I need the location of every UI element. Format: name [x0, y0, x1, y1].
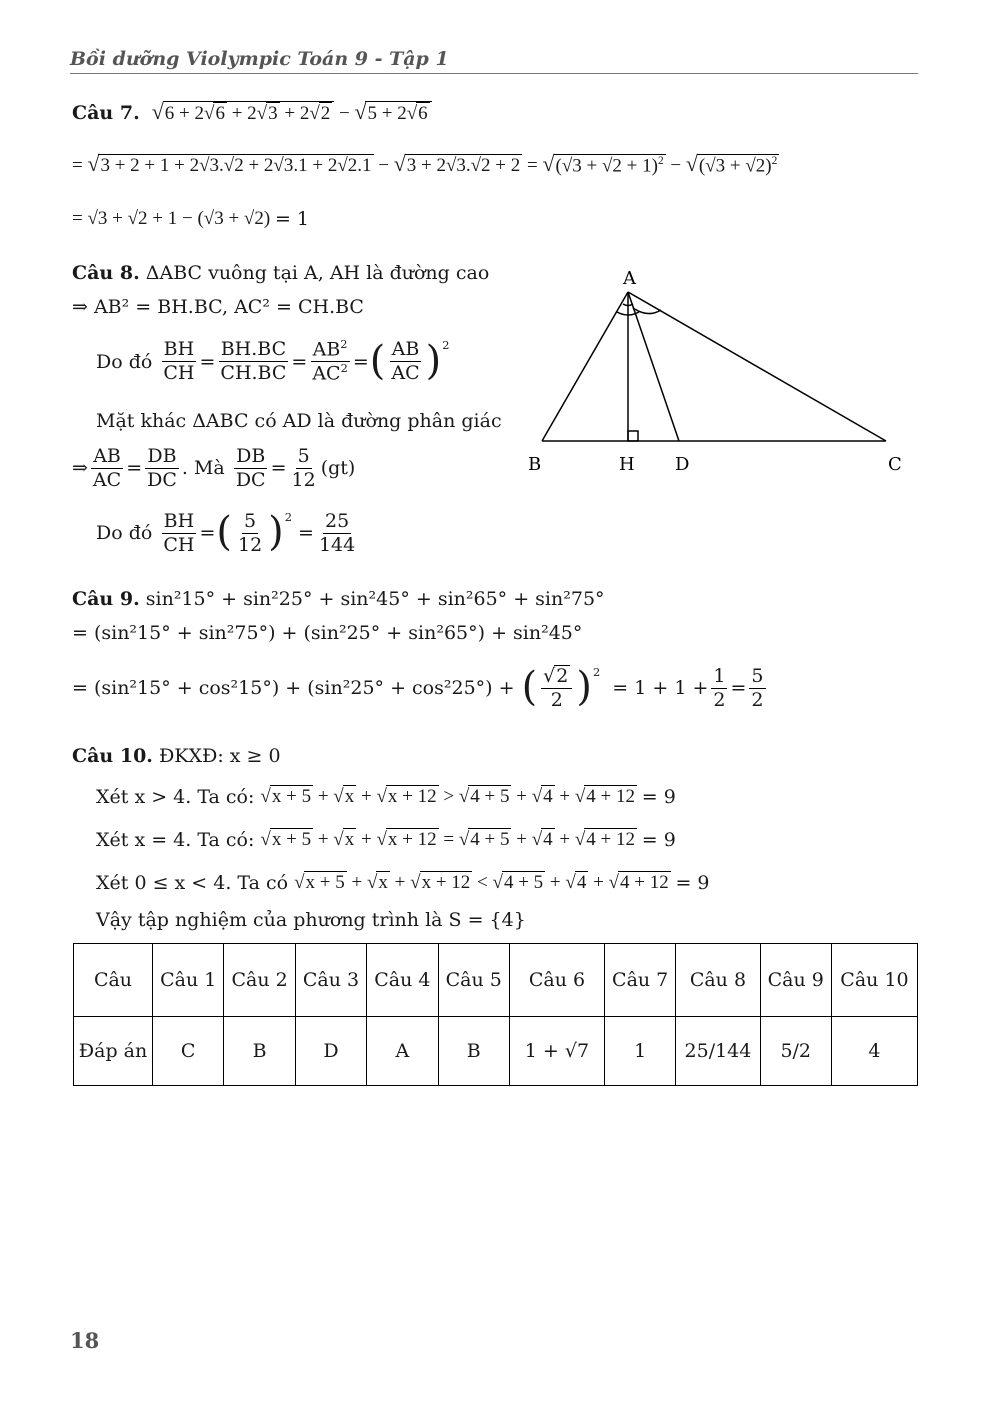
side-ab: [542, 292, 628, 441]
frac-ab-ac-2: $\frac{AB}{AC}$: [92, 445, 122, 491]
answer-cell: 4: [831, 1017, 917, 1086]
answer-cell: 25/144: [676, 1017, 760, 1086]
q9-line1: [72, 588, 605, 610]
answer-table: [73, 943, 918, 1086]
frac-db-dc-2: $\frac{DB}{DC}$: [235, 445, 266, 491]
header-cell: Câu 8: [676, 944, 760, 1017]
header-cell: Câu 10: [831, 944, 917, 1017]
frac-5-12: $\frac{5}{12}$: [291, 445, 316, 491]
answer-cell: B: [438, 1017, 509, 1086]
side-ac: [628, 292, 886, 441]
answer-cell: B: [224, 1017, 295, 1086]
frac-5-2: $\frac{5}{2}$: [751, 665, 764, 711]
label-a: A: [623, 268, 636, 289]
header-cell: Câu 9: [760, 944, 831, 1017]
q10-label: Câu 10.: [72, 745, 153, 767]
q8-line2: ⇒ AB² = BH.BC, AC² = CH.BC: [72, 296, 364, 318]
header-cell: Câu 2: [224, 944, 295, 1017]
header-cell: Câu 3: [295, 944, 366, 1017]
q9-expr1: sin²15° + sin²25° + sin²45° + sin²65° + sin²75°: [145, 588, 605, 610]
q10-line1: [72, 745, 281, 767]
header-cell: Câu 4: [367, 944, 438, 1017]
table-answer-row: [74, 1017, 918, 1086]
q9-line3: = (sin²15° + cos²15°) + (sin²25° + cos²25°) + ( $\frac{√2}{2}$ ) $^2$ = 1 + 1 + $\frac{1}{2}$ = $\frac{5}{2}$: [72, 664, 764, 711]
q9-line2: = (sin²15° + sin²75°) + (sin²25° + sin²65°) + sin²45°: [72, 622, 583, 644]
header-cell: Câu 6: [509, 944, 604, 1017]
q9-label: Câu 9.: [72, 588, 140, 610]
q7-expr: √6 + 2√6 + 2√3 + 2√2 − √5 + 2√6: [152, 100, 432, 125]
label-d: D: [675, 454, 690, 475]
q8-line5: ⇒ $\frac{AB}{AC}$ = $\frac{DB}{DC}$ . Mà $\frac{DB}{DC}$ = $\frac{5}{12}$ (gt): [72, 445, 356, 491]
answer-cell: A: [367, 1017, 438, 1086]
q10-conclusion: Vậy tập nghiệm của phương trình là S = {4}: [96, 909, 526, 931]
q8-gt: (gt): [320, 457, 356, 480]
q7-expr3: = √3 + √2 + 1 − (√3 + √2): [72, 208, 275, 229]
header-cell: Câu 5: [438, 944, 509, 1017]
answer-cell: 1: [604, 1017, 675, 1086]
q7-expr2: = $√3 + 2 + 1 + 2√3.√2 + 2√3.1 + 2√2.1 - √3 + 2√3.√2 + 2 = √(√3 + √2 + 1)^2 - √(√3 + √2)^2$: [72, 152, 778, 176]
frac-ab2-ac2: $\frac{AB^2}{AC^2}$: [312, 337, 348, 385]
label-h: H: [619, 454, 635, 475]
frac-5-12-2: $\frac{5}{12}$: [237, 510, 263, 556]
q7-line3: [72, 208, 309, 230]
q8-label: Câu 8.: [72, 262, 140, 284]
frac-bh-ch: $\frac{BH}{CH}$: [163, 338, 195, 385]
frac-bhbc-chbc: $\frac{BH.BC}{CH.BC}$: [220, 338, 287, 385]
q8-ma: . Mà: [181, 457, 225, 480]
answer-cell: C: [153, 1017, 224, 1086]
page-header: Bồi dưỡng Violympic Toán 9 - Tập 1: [70, 48, 918, 74]
q7-result: = 1: [274, 208, 310, 230]
q10-case2: Xét x = 4. Ta có: √x + 5 + √x + √x + 12 = √4 + 5 + √4 + √4 + 12 = 9: [96, 828, 676, 851]
q7-line2: [72, 152, 779, 177]
header-cell: Câu 1: [153, 944, 224, 1017]
q8-line4: Mặt khác ΔABC có AD là đường phân giác: [96, 410, 502, 432]
q8-line1: [72, 262, 489, 284]
q10-dkxd: ĐKXĐ: x ≥ 0: [158, 745, 281, 767]
q8-dodo2: Do đó: [96, 522, 153, 545]
page-number: 18: [70, 1328, 100, 1353]
answer-cell: 5/2: [760, 1017, 831, 1086]
q10-case1: Xét x > 4. Ta có: √x + 5 + √x + √x + 12 > √4 + 5 + √4 + √4 + 12 = 9: [96, 785, 676, 808]
q7-line1: [72, 100, 432, 125]
right-angle-mark: [628, 431, 638, 441]
header-cell: Câu: [74, 944, 153, 1017]
label-b: B: [528, 454, 542, 475]
frac-ab-ac: $\frac{AB}{AC}$: [391, 338, 420, 385]
frac-db-dc: $\frac{DB}{DC}$: [147, 445, 177, 491]
q8-line6: Do đó $\frac{BH}{CH}$ = ( $\frac{5}{12}$ ) $^2$ = $\frac{25}{144}$: [96, 509, 356, 556]
answer-cell: 1 + √7: [509, 1017, 604, 1086]
label-c: C: [888, 454, 902, 475]
q9-expr3a: = (sin²15° + cos²15°) + (sin²25° + cos²25°) +: [72, 677, 515, 700]
triangle-figure: [520, 262, 920, 482]
answer-cell: D: [295, 1017, 366, 1086]
header-cell: Câu 7: [604, 944, 675, 1017]
frac-bh-ch-2: $\frac{BH}{CH}$: [163, 510, 195, 556]
row-label: Đáp án: [74, 1017, 153, 1086]
q9-expr3b: = 1 + 1 +: [612, 677, 709, 700]
frac-sqrt2-2: $\frac{√2}{2}$: [541, 665, 572, 712]
q8-intro: ΔABC vuông tại A, AH là đường cao: [145, 262, 490, 284]
frac-25-144: $\frac{25}{144}$: [318, 510, 356, 556]
table-header-row: [74, 944, 918, 1017]
q7-label: Câu 7.: [72, 101, 140, 124]
q8-dodo: Do đó: [96, 350, 153, 373]
q10-case3: Xét 0 ≤ x < 4. Ta có √x + 5 + √x + √x + 12 < √4 + 5 + √4 + √4 + 12 = 9: [96, 871, 710, 894]
frac-1-2: $\frac{1}{2}$: [713, 665, 726, 711]
q8-line3: Do đó $\frac{BH}{CH}$ = $\frac{BH.BC}{CH.BC}$ = $\frac{AB^2}{AC^2}$ = ( $\frac{AB}{AC}$ ) $^2$: [96, 337, 450, 385]
